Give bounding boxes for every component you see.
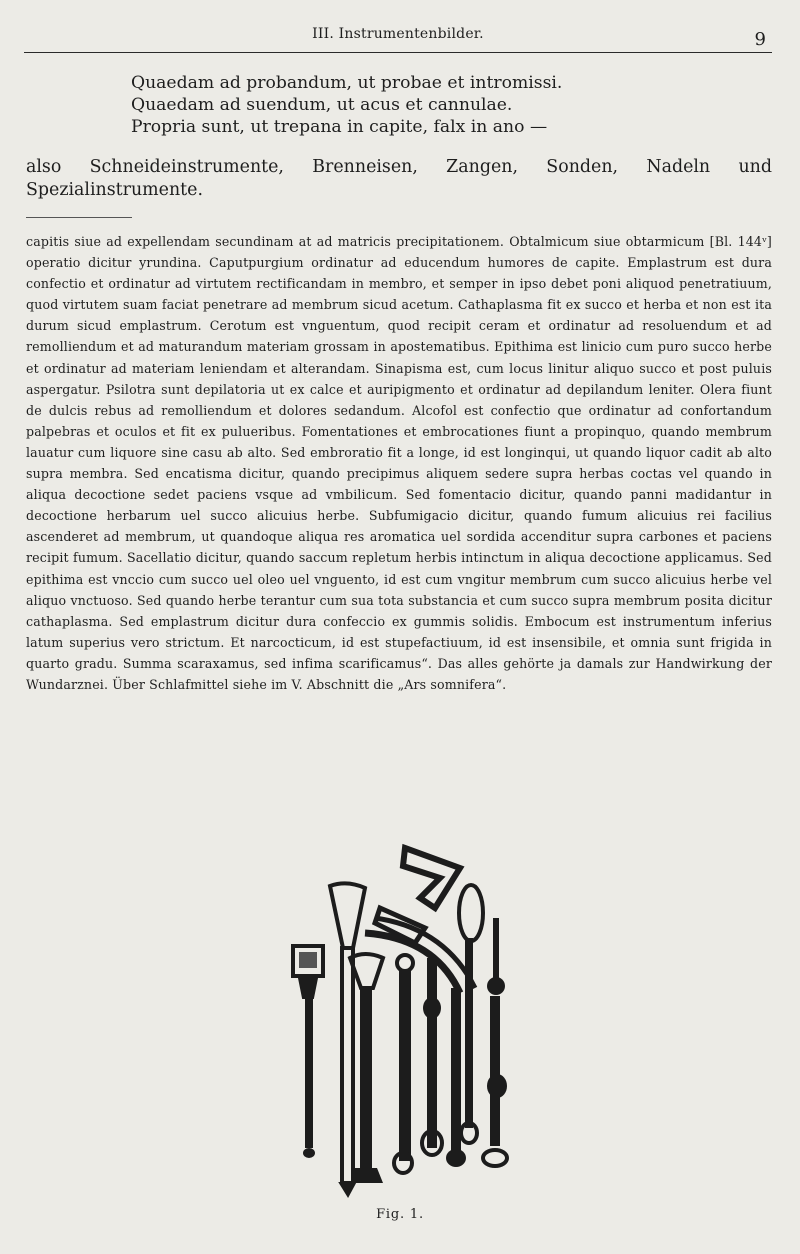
footnote-body: capitis siue ad expellendam secundinam at ad matricis precipitationem. Obtalmicum siue obtarmicum [Bl. 144ᵛ] operatio dicitur yrundina. Caputpurgium ordinatur ad educendum humores de capite. Emplastrum est dura confectio et ordinatur ad virtutem rectificandam in membro, et semper in ipso debet poni aliquod penetratiuum, quod virtutem suam faciat penetrare ad membrum sicud acetum. Cathaplasma fit ex succo et herba et non est ita durum sicud emplastrum. Cerotum est vnguentum, quod recipit ceram et ordinatur ad resoluendum et ad remolliendum et ad maturandum materiam grossam in apostematibus. Epithima est linicio cum puro succo herbe et ordinatur ad materiam leniendam et alterandam. Sinapisma est, cum locus linitur aliquo succo et post puluis aspergatur. Psilotra sunt depilatoria ut ex calce et auripigmento et ordinatur ad depilandum leniter. Olera fiunt de dulcis rebus ad remolliendum et dolores sedandum. Alcofol est confectio que ordinatur ad confortandum palpebras et oculos et fit ex pulueribus. Fomentationes et embrocationes fiunt a propinquo, quando membrum lauatur cum liquore sine casu ab alto. Sed embroratio fit a longe, id est longinqui, ut quando liquor cadit ab alto supra membra. Sed encatisma dicitur, quando precipimus aliquem sedere supra herbas coctas vel quando in aliqua decoctione sedet paciens vsque ad vmbilicum. Sed fomentacio dicitur, quando panni madidantur in decoctione herbarum uel succo alicuius herbe. Subfumigacio dicitur, quando fumum alicuius rei facilius ascenderet ad membrum, ut quandoque aliqua res aromatica uel sordida accenditur supra carbones et paciens recipit fumum. Sacellatio dicitur, quando saccum repletum herbis intinctum in aliqua decoctione applicamus. Sed epithima est vnccio cum succo uel oleo uel vnguento, id est cum vngitur membrum cum succo alicuius herbe vel aliquo vnctuoso. Sed quando herbe terantur cum sua tota substancia et cum succo supra membrum posita dicitur cathaplasma. Sed emplastrum dicitur dura confeccio ex gummis solidis. Embocum est instrumentum inferius latum superius vero strictum. Et narcocticum, id est stupefactiuum, id est insensibile, et omnia sunt frigida in quarto gradu. Summa scaraxamus, sed infima scarificamus“. Das alles gehörte ja damals zur Handwirkung der Wundarznei. Über Schlafmittel siehe im V. Abschnitt die „Ars somnifera“.: [26, 234, 772, 692]
forceps-head-icon: [403, 848, 460, 908]
latin-verses: [131, 72, 751, 138]
verse-line: Quaedam ad probandum, ut probae et intromissi.: [131, 73, 563, 93]
surgical-instruments-illustration: [285, 838, 525, 1203]
german-paragraph: also Schneideinstrumente, Brenneisen, Zangen, Sonden, Nadeln und Spezialinstrumente.: [26, 157, 772, 200]
chapter-title: III. Instrumentenbilder.: [312, 26, 484, 42]
loop-hook-icon: [459, 885, 483, 941]
running-header: [24, 22, 772, 53]
figure-caption: Fig. 1.: [376, 1207, 424, 1222]
funnel-tube-icon: [330, 883, 365, 948]
verse-line: Propria sunt, ut trepana in capite, falx in ano —: [131, 117, 548, 137]
verse-line: Quaedam ad suendum, ut acus et cannulae.: [131, 95, 513, 115]
footnote-divider: [26, 217, 132, 218]
page-number: 9: [754, 29, 766, 50]
